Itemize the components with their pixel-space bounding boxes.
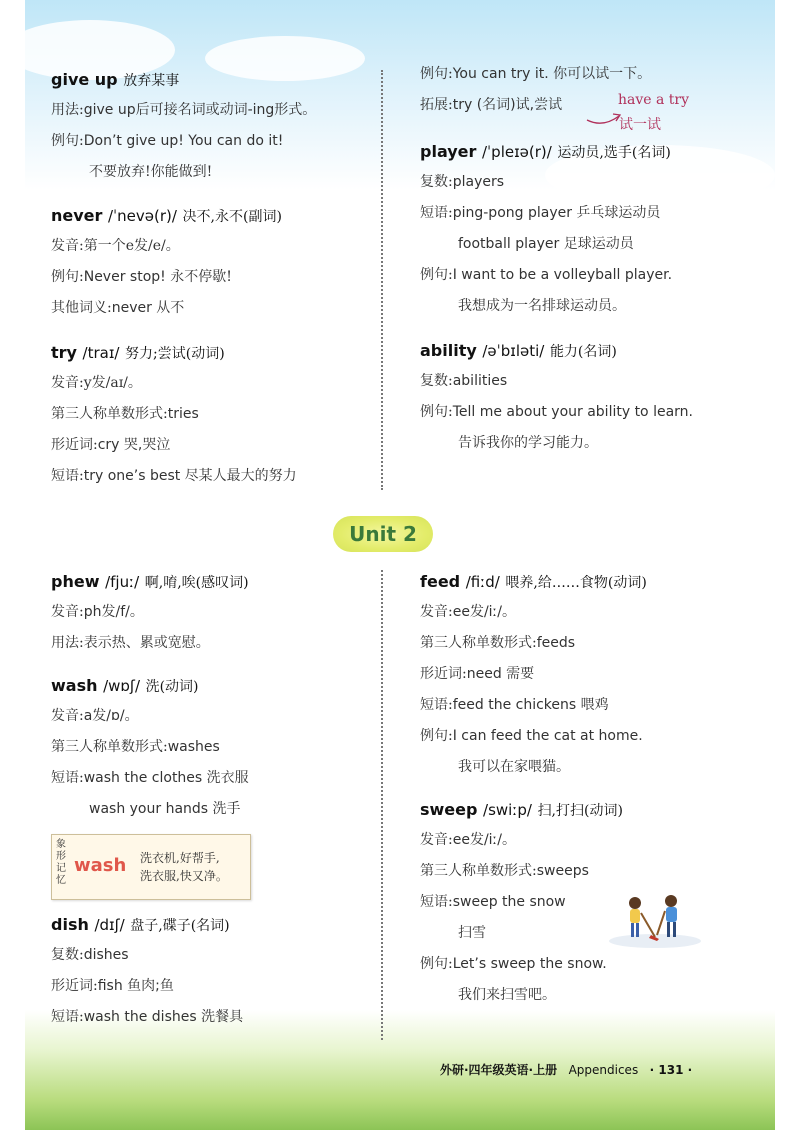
pron-text: 第一个e发/e/。 <box>83 238 180 254</box>
phrase-text: wash your hands 洗手 <box>89 801 241 817</box>
memory-tip-text <box>140 849 228 885</box>
phrase-label: 短语: <box>420 205 453 221</box>
similar-label: 形近词: <box>51 978 98 994</box>
example-en: I can feed the cat at home. <box>452 728 643 744</box>
entry-meaning: 洗(动词) <box>145 679 199 695</box>
pron-label: 发音: <box>51 708 84 724</box>
phrase-text: ping-pong player 乒乓球运动员 <box>452 205 661 221</box>
memory-tip-box <box>51 834 251 900</box>
entry-phonetic: /traɪ/ <box>82 344 120 362</box>
third-person-text: tries <box>167 406 199 422</box>
entry-phonetic: /dɪʃ/ <box>94 916 125 934</box>
plural-text: dishes <box>83 947 129 963</box>
other-label: 其他词义: <box>51 300 112 316</box>
entry-phonetic: /swiːp/ <box>483 801 532 819</box>
example-label: 例句: <box>420 66 453 82</box>
example-en: Tell me about your ability to learn. <box>452 404 693 420</box>
phrase-text: sweep the snow <box>452 894 566 910</box>
handwritten-annotation: 试一试 <box>619 117 661 133</box>
pron-text: ph发/f/。 <box>83 604 144 620</box>
entry-give-up <box>51 70 381 183</box>
memory-tip-line: 洗衣服,快又净。 <box>140 869 228 883</box>
plural-label: 复数: <box>420 174 453 190</box>
entry-feed <box>420 572 750 778</box>
example-zh: 我们来扫雪吧。 <box>458 987 556 1003</box>
entry-word: wash <box>51 676 98 695</box>
plural-text: players <box>452 174 505 190</box>
example-en: Don’t give up! You can do it! <box>83 133 284 149</box>
pron-label: 发音: <box>51 238 84 254</box>
similar-text: fish 鱼肉;鱼 <box>97 978 174 994</box>
plural-label: 复数: <box>51 947 84 963</box>
example-en: You can try it. <box>452 66 549 82</box>
similar-label: 形近词: <box>51 437 98 453</box>
usage-text: give up后可接名词或动词-ing形式。 <box>83 102 317 118</box>
entry-phonetic: /ˈpleɪə(r)/ <box>482 143 552 161</box>
entry-meaning: 扫,打扫(动词) <box>537 803 623 819</box>
entry-word: phew <box>51 572 100 591</box>
third-person-label: 第三人称单数形式: <box>420 635 537 651</box>
handwritten-annotation: have a try <box>618 92 690 108</box>
example-zh: 你可以试一下。 <box>553 66 652 82</box>
example-en: Never stop! <box>83 269 166 285</box>
usage-label: 用法: <box>51 635 84 651</box>
phrase-text: feed the chickens 喂鸡 <box>452 697 609 713</box>
entry-head <box>51 70 381 90</box>
example-en: Let’s sweep the snow. <box>452 956 607 972</box>
extension-label: 拓展: <box>420 97 453 113</box>
pron-text: y发/aɪ/。 <box>83 375 142 391</box>
page-footer <box>440 1061 692 1078</box>
entry-dish <box>51 915 381 1028</box>
entry-phonetic: /wɒʃ/ <box>103 677 141 695</box>
entry-meaning: 喂养,给……食物(动词) <box>505 575 647 591</box>
phrase-label: 短语: <box>51 468 84 484</box>
pron-label: 发音: <box>420 832 453 848</box>
entry-meaning: 啊,唷,唉(感叹词) <box>144 575 249 591</box>
entry-meaning: 能力(名词) <box>549 344 617 360</box>
phrase-label: 短语: <box>420 894 453 910</box>
footer-book-title: 外研·四年级英语·上册 <box>440 1063 558 1077</box>
entry-phonetic: /əˈbɪləti/ <box>482 342 545 360</box>
example-label: 例句: <box>420 728 453 744</box>
pron-label: 发音: <box>420 604 453 620</box>
entry-meaning: 盘子,碟子(名词) <box>130 918 230 934</box>
third-person-text: sweeps <box>536 863 589 879</box>
pron-label: 发音: <box>51 375 84 391</box>
example-zh: 永不停歇! <box>170 269 232 285</box>
pron-text: ee发/iː/。 <box>452 832 516 848</box>
entry-word: feed <box>420 572 461 591</box>
example-zh: 我想成为一名排球运动员。 <box>458 298 626 314</box>
pron-text: ee发/iː/。 <box>452 604 516 620</box>
phrase-zh: 扫雪 <box>458 925 486 941</box>
kids-sweeping-snow-illustration <box>607 893 702 948</box>
unit-title: Unit 2 <box>333 516 433 552</box>
entry-meaning: 决不,永不(副词) <box>182 209 282 225</box>
third-person-label: 第三人称单数形式: <box>51 739 168 755</box>
phrase-text: wash the clothes 洗衣服 <box>83 770 249 786</box>
example-en: I want to be a volleyball player. <box>452 267 673 283</box>
memory-tip-line: 洗衣机,好帮手, <box>140 851 220 865</box>
entry-phonetic: /fjuː/ <box>105 573 140 591</box>
example-zh: 不要放弃!你能做到! <box>89 164 213 180</box>
phrase-label: 短语: <box>51 1009 84 1025</box>
similar-text: cry 哭,哭泣 <box>97 437 171 453</box>
entry-meaning: 努力;尝试(动词) <box>125 346 225 362</box>
entry-phonetic: /ˈnevə(r)/ <box>108 207 177 225</box>
usage-label: 用法: <box>51 102 84 118</box>
entry-wash <box>51 676 381 820</box>
footer-section: Appendices <box>568 1063 639 1077</box>
entry-word: give up <box>51 70 118 89</box>
third-person-label: 第三人称单数形式: <box>420 863 537 879</box>
washing-machine-icon: wash <box>74 855 127 876</box>
other-text: never 从不 <box>111 300 185 316</box>
example-label: 例句: <box>420 267 453 283</box>
similar-label: 形近词: <box>420 666 467 682</box>
third-person-text: feeds <box>536 635 576 651</box>
column-divider <box>381 570 383 1040</box>
usage-text: 表示热、累或宽慰。 <box>83 635 210 651</box>
entry-player <box>420 142 750 317</box>
page <box>25 0 775 1130</box>
pron-text: a发/ɒ/。 <box>83 708 139 724</box>
phrase-text: football player 足球运动员 <box>458 236 634 252</box>
pron-label: 发音: <box>51 604 84 620</box>
entry-phonetic: /fiːd/ <box>465 573 500 591</box>
column-divider <box>381 70 383 490</box>
third-person-text: washes <box>167 739 220 755</box>
entry-word: sweep <box>420 800 478 819</box>
example-zh: 我可以在家喂猫。 <box>458 759 570 775</box>
phrase-text: try one’s best 尽某人最大的努力 <box>83 468 297 484</box>
entry-ability <box>420 341 750 454</box>
entry-word: dish <box>51 915 89 934</box>
similar-text: need 需要 <box>466 666 535 682</box>
example-label: 例句: <box>420 404 453 420</box>
entry-try <box>51 343 381 487</box>
phrase-text: wash the dishes 洗餐具 <box>83 1009 244 1025</box>
phrase-label: 短语: <box>51 770 84 786</box>
entry-meaning: 运动员,选手(名词) <box>557 145 671 161</box>
extension-text: try (名词)试,尝试 <box>452 97 563 113</box>
phrase-label: 短语: <box>420 697 453 713</box>
plural-text: abilities <box>452 373 508 389</box>
example-label: 例句: <box>51 269 84 285</box>
entry-word: player <box>420 142 477 161</box>
example-label: 例句: <box>420 956 453 972</box>
entry-word: try <box>51 343 77 362</box>
memory-tip-label: 象形记忆 <box>56 839 66 886</box>
plural-label: 复数: <box>420 373 453 389</box>
third-person-label: 第三人称单数形式: <box>51 406 168 422</box>
page-number: · 131 · <box>649 1063 693 1077</box>
entry-meaning: 放弃某事 <box>123 73 180 89</box>
entry-word: ability <box>420 341 477 360</box>
example-zh: 告诉我你的学习能力。 <box>458 435 598 451</box>
entry-phew <box>51 572 381 654</box>
entry-never <box>51 206 381 319</box>
example-label: 例句: <box>51 133 84 149</box>
entry-word: never <box>51 206 103 225</box>
